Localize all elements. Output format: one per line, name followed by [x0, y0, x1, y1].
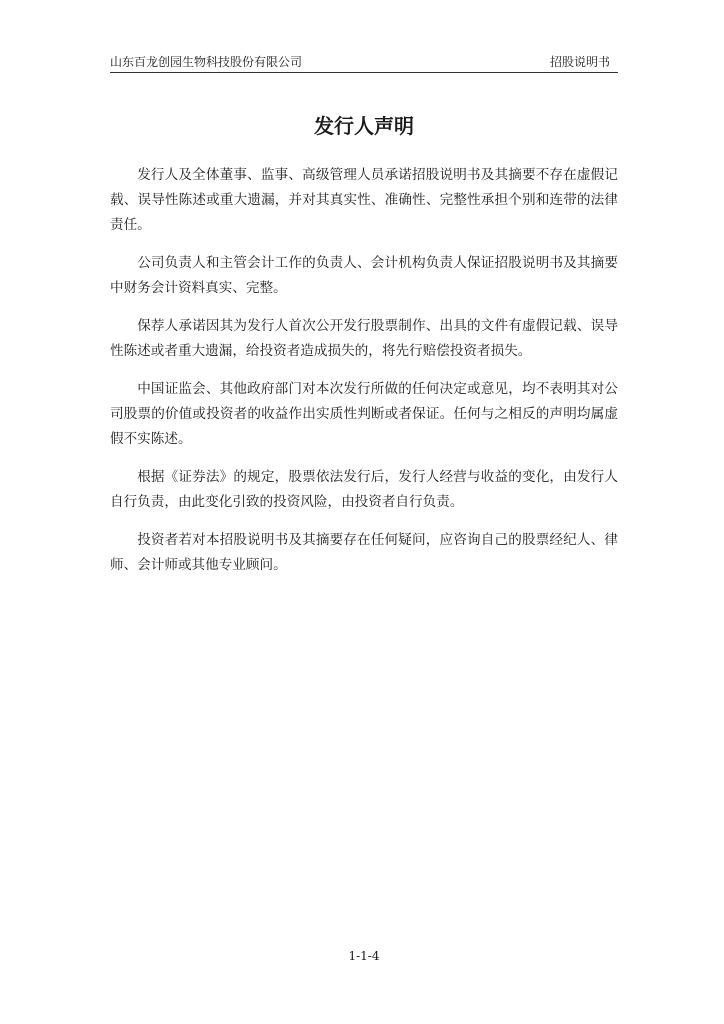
paragraph-6: 投资者若对本招股说明书及其摘要存在任何疑问，应咨询自己的股票经纪人、律师、会计师或其他专业顾问。 [110, 532, 618, 573]
paragraph-3: 保荐人承诺因其为发行人首次公开发行股票制作、出具的文件有虚假记载、误导性陈述或者重大遗漏，给投资者造成损失的，将先行赔偿投资者损失。 [110, 318, 618, 359]
header-company-name: 山东百龙创园生物科技股份有限公司 [110, 55, 303, 69]
page-number: 1-1-4 [348, 949, 380, 963]
paragraph-5: 根据《证券法》的规定，股票依法发行后，发行人经营与收益的变化，由发行人自行负责，由此变化引致的投资风险，由投资者自行负责。 [110, 469, 618, 510]
paragraph-1: 发行人及全体董事、监事、高级管理人员承诺招股说明书及其摘要不存在虚假记载、误导性陈述或重大遗漏，并对其真实性、准确性、完整性承担个别和连带的法律责任。 [110, 167, 618, 233]
declaration-body [110, 163, 618, 591]
paragraph-2: 公司负责人和主管会计工作的负责人、会计机构负责人保证招股说明书及其摘要中财务会计资料真实、完整。 [110, 255, 618, 296]
page-title: 发行人声明 [314, 114, 414, 138]
header-document-type: 招股说明书 [549, 55, 610, 69]
paragraph-4: 中国证监会、其他政府部门对本次发行所做的任何决定或意见，均不表明其对公司股票的价值或投资者的收益作出实质性判断或者保证。任何与之相反的声明均属虚假不实陈述。 [110, 381, 618, 447]
page-header [110, 52, 618, 73]
